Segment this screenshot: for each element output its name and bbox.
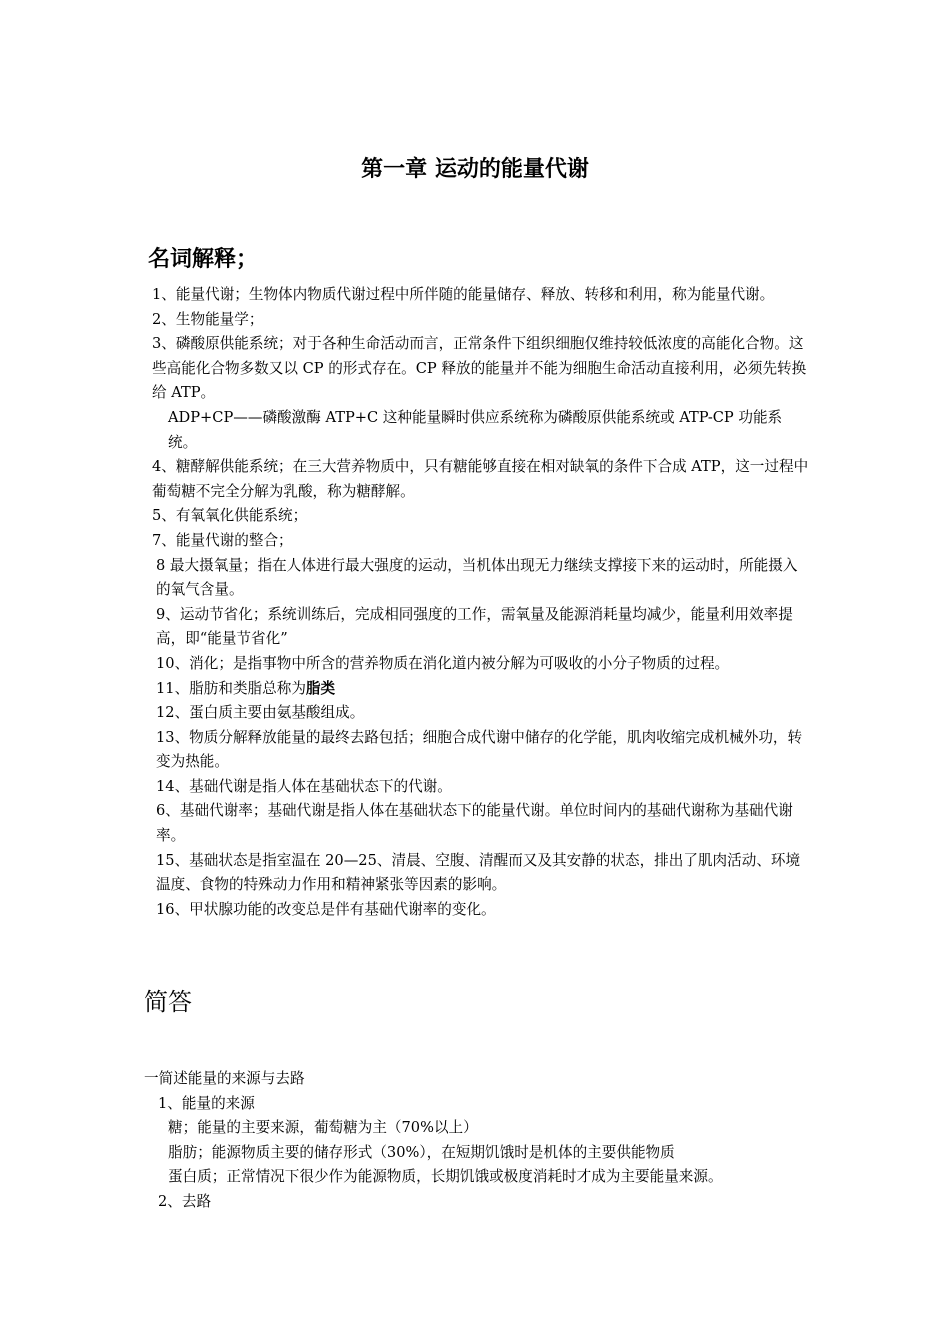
term-paragraph: 9、运动节省化；系统训练后，完成相同强度的工作，需氧量及能源消耗量均减少，能量利用效率提高，即“能量节省化” — [156, 605, 793, 648]
term-paragraph: ADP+CP——磷酸激酶 ATP+C 这种能量瞬时供应系统称为磷酸原供能系统或 ATP-CP 功能系统。 — [168, 408, 783, 451]
term-paragraph: 2、生物能量学； — [152, 310, 264, 328]
answer-line: 2、去路 — [158, 1192, 212, 1210]
term-paragraph: 3、磷酸原供能系统；对于各种生命活动而言，正常条件下组织细胞仅维持较低浓度的高能化合物。这些高能化合物多数又以 CP 的形式存在。CP 释放的能量并不能为细胞生命活动直接利用，必须先转换给 ATP。 — [152, 335, 807, 402]
term-paragraph: 4、糖酵解供能系统；在三大营养物质中，只有糖能够直接在相对缺氧的条件下合成 ATP，这一过程中葡萄糖不完全分解为乳酸，称为糖酵解。 — [152, 458, 809, 500]
answer-line: 脂肪；能源物质主要的储存形式（30%），在短期饥饿时是机体的主要供能物质 — [168, 1143, 675, 1161]
answer-line: 蛋白质；正常情况下很少作为能源物质，长期饥饿或极度消耗时才成为主要能量来源。 — [168, 1168, 723, 1186]
term-paragraph: 16、甲状腺功能的改变总是伴有基础代谢率的变化。 — [156, 900, 496, 918]
term-paragraph: 1、能量代谢；生物体内物质代谢过程中所伴随的能量储存、释放、转移和利用，称为能量代谢。 — [152, 286, 775, 303]
term-paragraph: 12、蛋白质主要由氨基酸组成。 — [156, 704, 365, 722]
term-paragraph: 5、有氧氧化供能系统； — [152, 507, 308, 525]
term-paragraph: 14、基础代谢是指人体在基础状态下的代谢。 — [156, 777, 452, 795]
chapter-title: 第一章 运动的能量代谢 — [361, 157, 589, 182]
term-paragraph: 8 最大摄氧量；指在人体进行最大强度的运动，当机体出现无力继续支撑接下来的运动时，所能摄入的氧气含量。 — [156, 556, 798, 599]
answer-line: 糖；能量的主要来源，葡萄糖为主（70%以上） — [168, 1119, 478, 1137]
section-heading-short-answer: 简答 — [144, 988, 192, 1016]
answer-line: 1、能量的来源 — [158, 1094, 255, 1112]
term-text: 11、脂肪和类脂总称为 — [156, 679, 306, 697]
term-paragraph — [144, 677, 810, 702]
answer-line: 一简述能量的来源与去路 — [144, 1070, 305, 1087]
term-bold-text: 脂类 — [305, 679, 336, 697]
answers-list — [144, 1067, 810, 1215]
term-paragraph: 6、基础代谢率；基础代谢是指人体在基础状态下的能量代谢。单位时间内的基础代谢称为基础代谢率。 — [156, 802, 793, 845]
term-paragraph: 10、消化；是指事物中所含的营养物质在消化道内被分解为可吸收的小分子物质的过程。 — [156, 654, 730, 672]
term-paragraph: 15、基础状态是指室温在 20—25、清晨、空腹、清醒而又及其安静的状态，排出了肌肉活动、环境温度、食物的特殊动力作用和精神紧张等因素的影响。 — [156, 851, 801, 894]
section-heading-terms: 名词解释； — [148, 247, 259, 272]
term-paragraph: 7、能量代谢的整合； — [152, 531, 293, 549]
terms-list — [144, 283, 810, 922]
term-paragraph: 13、物质分解释放能量的最终去路包括；细胞合成代谢中储存的化学能，肌肉收缩完成机械外功，转变为热能。 — [156, 728, 803, 771]
